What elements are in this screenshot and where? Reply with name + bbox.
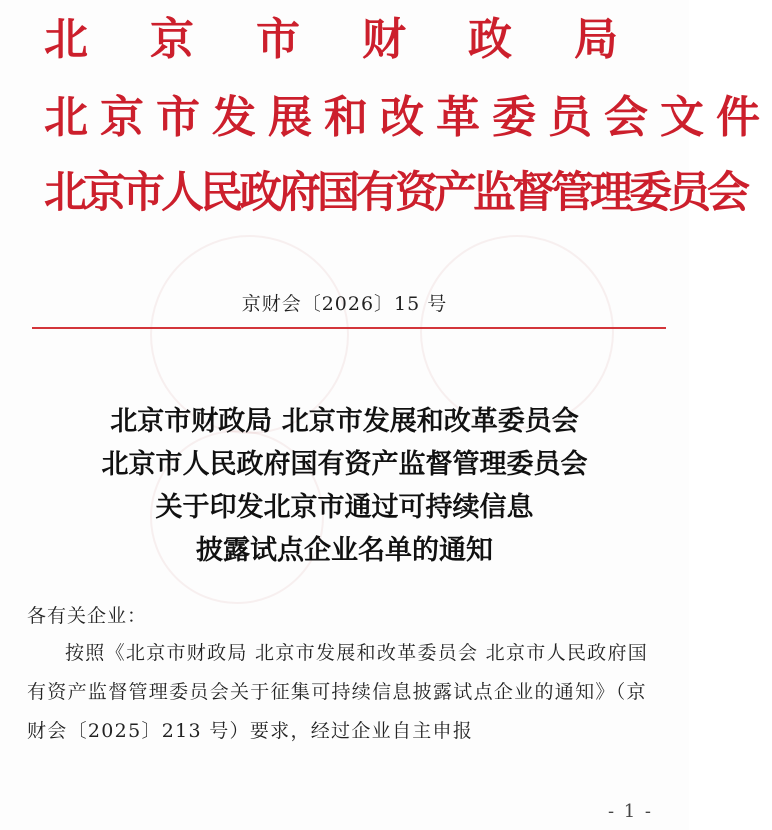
body-paragraph: 按照《北京市财政局 北京市发展和改革委员会 北京市人民政府国有资产监督管理委员会关于征集可持续信息披露试点企业的通知》（京财会〔2025〕213 号）要求，经过企业自主申报 (27, 642, 649, 742)
title-line-1: 北京市财政局 北京市发展和改革委员会 (110, 406, 579, 437)
title-line-2: 北京市人民政府国有资产监督管理委员会 (101, 449, 588, 480)
issuer-line-3: 北京市人民政府国有资产监督管理委员会 (44, 168, 746, 218)
notice-title (0, 400, 689, 572)
issuer-line-1: 北京市财政局 (44, 14, 680, 65)
body-text (27, 598, 667, 751)
issuer-line-2: 北京市发展和改革委员会文件 (44, 92, 772, 143)
title-line-4: 披露试点企业名单的通知 (196, 535, 493, 566)
red-divider-line (32, 327, 666, 329)
salutation: 各有关企业： (27, 605, 148, 627)
page-number: - 1 - (607, 801, 653, 822)
title-line-3: 关于印发北京市通过可持续信息 (155, 492, 534, 523)
document-number: 京财会〔2026〕15 号 (241, 293, 448, 315)
